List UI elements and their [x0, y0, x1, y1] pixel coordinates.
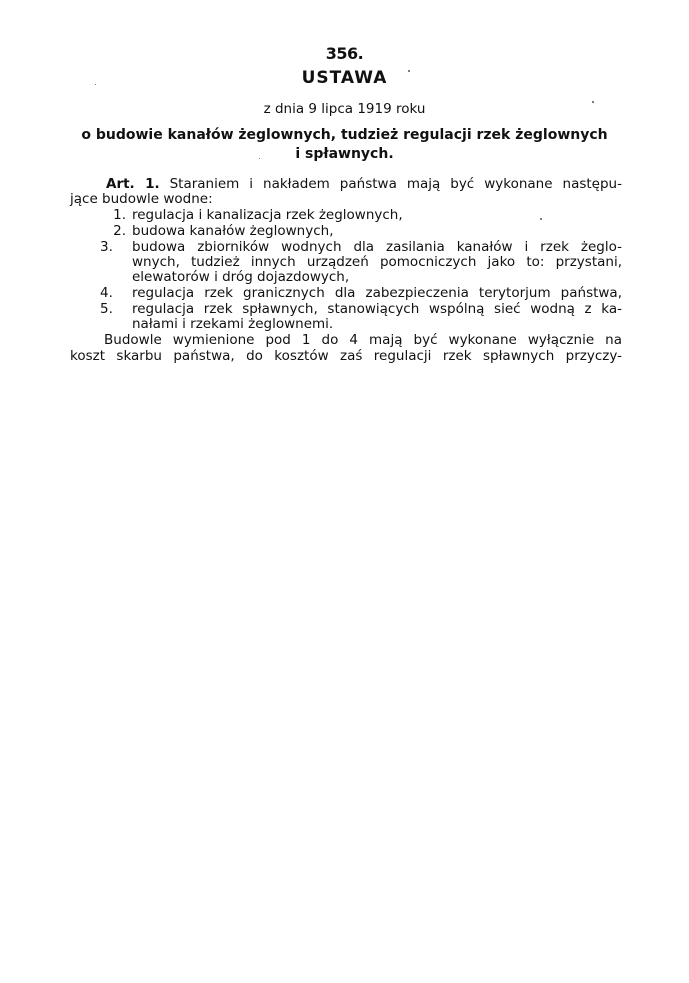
art1-line-2: jące budowle wodne: [70, 191, 213, 207]
list-item [100, 302, 622, 317]
item-number: 4. [100, 285, 113, 301]
list-item [100, 286, 622, 301]
item-text: budowa kanałów żeglownych, [132, 223, 334, 239]
item-number: 2. [113, 223, 126, 239]
act-date: z dnia 9 lipca 1919 roku [263, 101, 426, 117]
item-continuation: elewatorów i dróg dojazdowych, [132, 269, 350, 285]
scan-speck [408, 70, 410, 72]
item-number: 5. [100, 301, 113, 317]
subject-line-2: i spławnych. [295, 146, 394, 162]
item-number: 3. [100, 239, 113, 255]
item-number: 1. [113, 207, 126, 223]
item-text: regulacja i kanalizacja rzek żeglownych, [132, 207, 403, 223]
scan-speck [540, 218, 542, 220]
item-text: regulacja rzek granicznych dla zabezpieczenia terytorjum państwa, [132, 285, 622, 301]
act-subject [60, 126, 629, 164]
scan-speck [95, 84, 96, 85]
paragraph-2-line-2: koszt skarbu państwa, do kosztów zaś regulacji rzek spławnych przyczy- [70, 348, 622, 364]
list-item [100, 208, 403, 223]
art1-first-line [106, 177, 622, 192]
item-continuation: wnych, tudzież innych urządzeń pomocniczych jako to: przystani, [132, 254, 622, 270]
act-title: USTAWA [301, 68, 388, 88]
subject-line-1: o budowie kanałów żeglownych, tudzież regulacji rzek żeglownych [81, 127, 608, 143]
list-item [100, 240, 622, 255]
art1-label: Art. 1. [106, 176, 160, 192]
item-text: regulacja rzek spławnych, stanowiących wspólną sieć wodną z ka- [132, 301, 622, 317]
scan-speck [592, 101, 594, 103]
paragraph-2-line-1: Budowle wymienione pod 1 do 4 mają być wykonane wyłącznie na [104, 332, 622, 348]
item-continuation: nałami i rzekami żeglownemi. [132, 316, 334, 332]
list-item [100, 224, 334, 239]
art1-line-1: Staraniem i nakładem państwa mają być wykonane następu- [169, 176, 622, 192]
item-text: budowa zbiorników wodnych dla zasilania kanałów i rzek żeglo- [132, 239, 622, 255]
act-number: 356. [325, 44, 364, 63]
scan-speck [259, 158, 260, 159]
